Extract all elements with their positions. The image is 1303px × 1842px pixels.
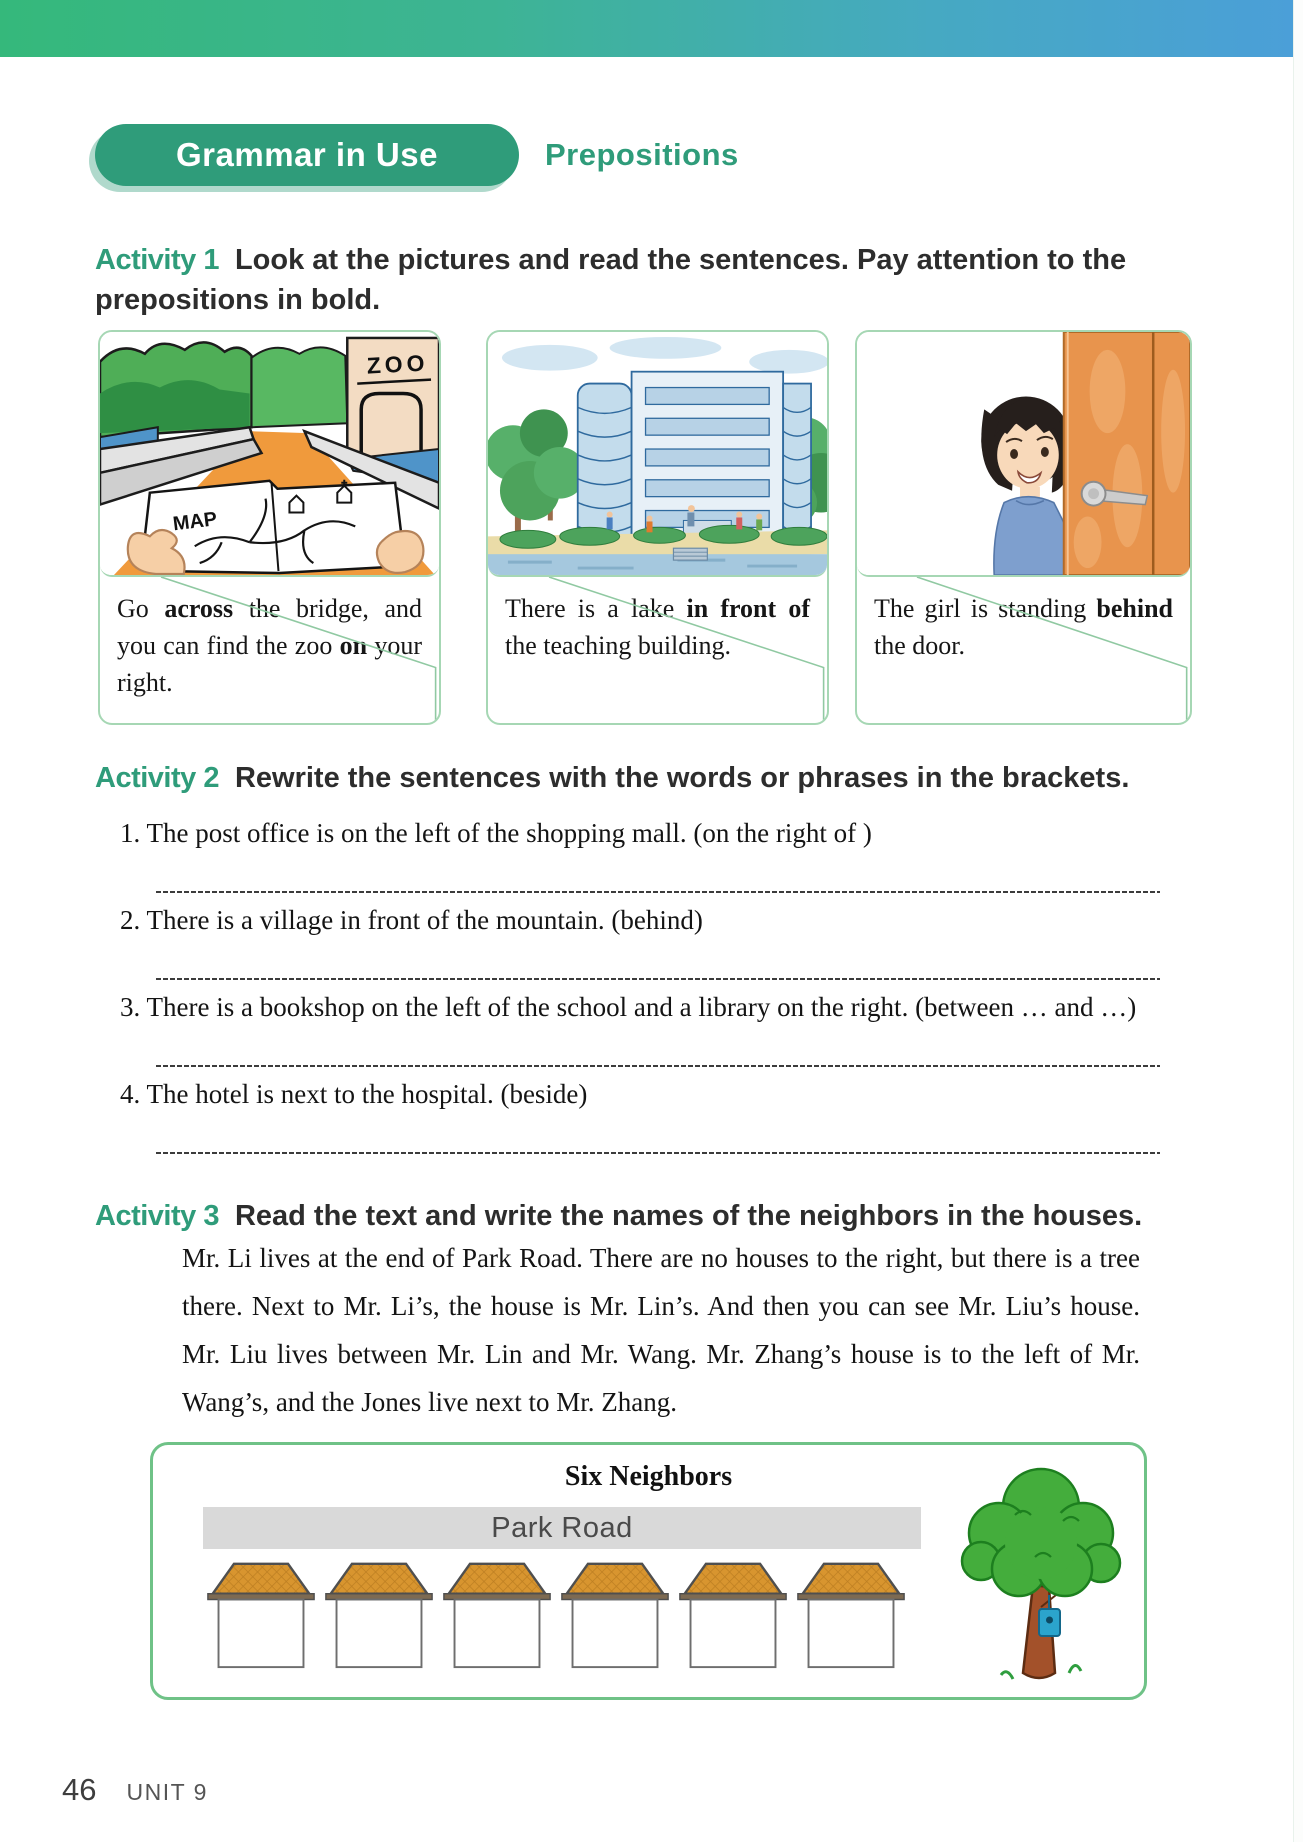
answer-line-1[interactable] xyxy=(156,891,1160,893)
illustration-bridge-zoo xyxy=(100,332,439,577)
top-gradient-bar xyxy=(0,0,1294,57)
badge-label: Grammar in Use xyxy=(176,136,438,173)
tree xyxy=(951,1457,1129,1691)
houses-row xyxy=(205,1557,907,1671)
activity2-item-2: 2. There is a village in front of the mountain. (behind) xyxy=(120,905,703,935)
zoo-sign-text: ZOO xyxy=(366,349,430,379)
caption-text: Go across the bridge, and you can find the zoo on your right. xyxy=(117,594,422,697)
answer-line-4[interactable] xyxy=(156,1152,1160,1154)
grammar-in-use-badge xyxy=(95,124,519,186)
girl-behind-door-scene xyxy=(857,332,1190,575)
activity3-heading xyxy=(95,1196,1290,1236)
picture-card-bridge-zoo xyxy=(98,330,441,725)
illustration-teaching-building xyxy=(488,332,827,577)
activity3-title: Read the text and write the names of the neighbors in the houses. xyxy=(234,1200,1143,1232)
teaching-building-scene xyxy=(488,332,827,575)
activity3-reading-text: Mr. Li lives at the end of Park Road. There are no houses to the right, but there is a tree there. Next to Mr. Li’s, the house is Mr. Lin’s. And then you can see Mr. Liu’s house. Mr. Liu lives between Mr. Lin and Mr. Wang. Mr. Zhang’s house is to the left of Mr. Wang’s, and the Jones live next to Mr. Zhang. xyxy=(182,1243,1140,1417)
bridge-zoo-scene xyxy=(100,332,439,575)
caption-bridge-zoo xyxy=(100,577,439,723)
picture-card-girl-door xyxy=(855,330,1192,725)
answer-line-2[interactable] xyxy=(156,978,1160,980)
caption-text: The girl is standing behind the door. xyxy=(874,594,1173,660)
park-road-bar xyxy=(203,1507,921,1549)
caption-girl-door xyxy=(857,577,1190,723)
page-edge xyxy=(1293,0,1303,1842)
topic-title: Prepositions xyxy=(545,137,739,172)
illustration-girl-door xyxy=(857,332,1190,577)
activity2-heading xyxy=(95,758,1285,798)
house xyxy=(559,1557,671,1671)
activity3-label: Activity 3 xyxy=(95,1200,219,1232)
six-neighbors-diagram xyxy=(150,1442,1147,1700)
activity1-heading xyxy=(95,240,1230,320)
activity2-item-1: 1. The post office is on the left of the shopping mall. (on the right of ) xyxy=(120,818,872,848)
house xyxy=(323,1557,435,1671)
page-footer xyxy=(62,1772,208,1808)
activity2-title: Rewrite the sentences with the words or phrases in the brackets. xyxy=(234,762,1130,794)
section-header xyxy=(95,124,739,186)
house xyxy=(677,1557,789,1671)
park-road-label: Park Road xyxy=(491,1511,633,1544)
activity2-item-3: 3. There is a bookshop on the left of the school and a library on the right. (between … and …) xyxy=(120,992,1137,1022)
activity1-picture-cards xyxy=(98,330,1192,725)
house xyxy=(795,1557,907,1671)
picture-card-teaching-building xyxy=(486,330,829,725)
page-number: 46 xyxy=(62,1772,97,1807)
house xyxy=(441,1557,553,1671)
caption-text: There is a lake in front of the teaching building. xyxy=(505,594,810,660)
house xyxy=(205,1557,317,1671)
map-label-text: MAP xyxy=(171,508,219,536)
tree-illustration xyxy=(951,1457,1129,1691)
unit-label: UNIT 9 xyxy=(126,1779,208,1805)
activity2-item-4: 4. The hotel is next to the hospital. (beside) xyxy=(120,1079,588,1109)
activity1-label: Activity 1 xyxy=(95,244,219,276)
door xyxy=(1064,332,1190,575)
activity1-title: Look at the pictures and read the sentences. Pay attention to the prepositions in bold. xyxy=(95,244,1127,316)
activity2-label: Activity 2 xyxy=(95,762,219,794)
caption-teaching-building xyxy=(488,577,827,723)
diagram-title: Six Neighbors xyxy=(564,1461,733,1492)
answer-line-3[interactable] xyxy=(156,1065,1160,1067)
